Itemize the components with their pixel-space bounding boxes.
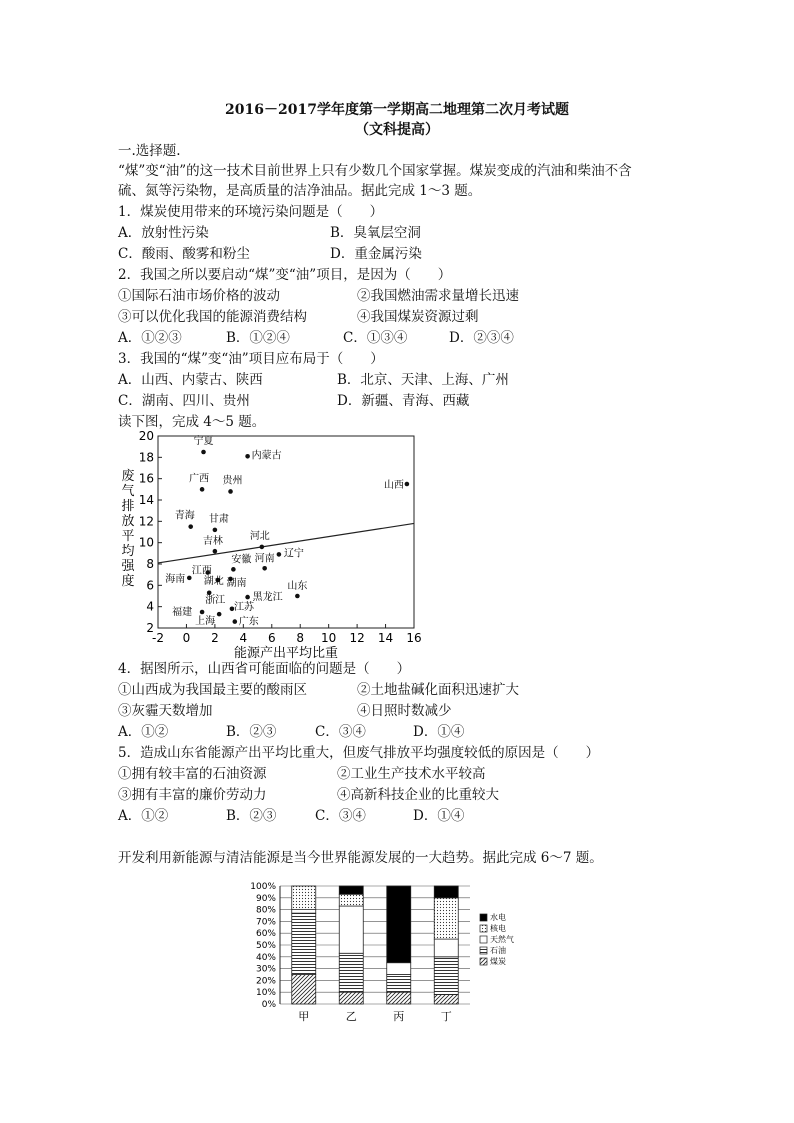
scatter-chart [116, 430, 426, 660]
scatter-point-label: 甘肃 [208, 513, 229, 525]
scatter-point [228, 489, 233, 494]
scatter-point [277, 552, 282, 557]
scatter-point-label: 辽宁 [283, 548, 304, 560]
bar-segment [434, 898, 458, 939]
scatter-y-axis-label: 废气排放平均强度 [121, 469, 135, 589]
bar-y-tick-label: 90% [255, 893, 276, 904]
q4-stem: 4．据图所示，山西省可能面临的问题是（ ） [118, 661, 411, 677]
page-title: 2016－2017学年度第一学期高二地理第二次月考试题 [225, 102, 569, 118]
bar-y-tick-label: 70% [255, 917, 276, 928]
bar-y-tick-label: 60% [255, 929, 276, 940]
scatter-point-label: 青海 [174, 510, 195, 522]
scatter-point-label: 海南 [165, 573, 186, 585]
bar-segment [339, 992, 363, 1004]
scatter-point [260, 545, 265, 550]
bar-category-label: 乙 [345, 1010, 357, 1023]
scatter-point-label: 浙江 [205, 594, 226, 606]
bar-segment [339, 886, 363, 894]
bar-y-tick-label: 10% [255, 988, 276, 999]
q4-option-d: D．①④ [413, 724, 465, 740]
scatter-point [213, 549, 218, 554]
q5-option-b: B．②③ [226, 808, 277, 824]
scatter-point-label: 内蒙古 [251, 450, 282, 462]
scatter-point [201, 450, 206, 455]
scatter-y-tick-label: 2 [146, 621, 154, 635]
bar-legend-swatch [480, 947, 487, 954]
bar-legend-label: 煤炭 [490, 957, 506, 966]
bar-legend-swatch [480, 914, 487, 921]
scatter-x-tick-label: 12 [349, 631, 365, 645]
bar-segment [292, 975, 316, 1005]
bar-y-tick-label: 30% [255, 964, 276, 975]
bar-segment [387, 963, 411, 975]
q4-statement-2: ②土地盐碱化面积迅速扩大 [357, 682, 519, 698]
q5-option-c: C．③④ [315, 808, 366, 824]
scatter-y-tick-label: 16 [138, 471, 154, 486]
q3-option-c: C．湖南、四川、贵州 [118, 393, 250, 409]
scatter-point-label: 广西 [189, 473, 210, 485]
q5-statement-2: ②工业生产技术水平较高 [337, 766, 486, 782]
scatter-point-label: 河北 [249, 530, 270, 542]
bar-segment [292, 886, 316, 910]
scatter-plot-frame [158, 436, 414, 628]
scatter-y-tick-label: 8 [146, 557, 154, 571]
scatter-y-tick-label: 4 [146, 599, 154, 614]
passage2-text: 读下图，完成 4～5 题。 [118, 414, 266, 430]
q2-stem: 2．我国之所以要启动“煤”变“油”项目，是因为（ ） [118, 267, 452, 283]
bar-y-tick-label: 80% [255, 905, 276, 916]
q4-option-c: C．③④ [315, 724, 366, 740]
scatter-x-tick-label: 6 [267, 631, 276, 645]
q5-statement-3: ③拥有丰富的廉价劳动力 [118, 787, 267, 803]
passage1-line1: “煤”变“油”的这一技术目前世界上只有少数几个国家掌握。煤炭变成的汽油和柴油不含 [118, 163, 632, 179]
scatter-point [405, 482, 410, 487]
scatter-point-label: 江西 [191, 565, 212, 577]
bar-y-tick-label: 100% [250, 882, 276, 892]
scatter-point-label: 江苏 [233, 601, 254, 613]
bar-category-label: 丙 [393, 1010, 405, 1023]
bar-segment [387, 975, 411, 993]
scatter-point-label: 湖南 [226, 577, 247, 589]
q4-statement-4: ④日照时数减少 [357, 703, 452, 719]
scatter-y-tick-label: 14 [138, 493, 154, 507]
passage3-text: 开发利用新能源与清洁能源是当今世界能源发展的一大趋势。据此完成 6～7 题。 [118, 850, 603, 866]
bar-y-tick-label: 20% [255, 976, 276, 987]
q1-option-d: D．重金属污染 [330, 246, 422, 262]
bar-legend-label: 水电 [490, 913, 506, 922]
scatter-y-tick-label: 10 [138, 535, 154, 550]
bar-segment [387, 886, 411, 963]
bar-y-tick-label: 50% [255, 941, 276, 951]
q2-option-c: C．①③④ [343, 330, 408, 346]
scatter-point [187, 576, 192, 581]
bar-segment [339, 894, 363, 906]
q5-option-a: A．①② [118, 808, 169, 824]
scatter-point-label: 吉林 [202, 536, 223, 548]
bar-legend-swatch [480, 936, 487, 943]
scatter-x-tick-label: 8 [296, 631, 305, 645]
bar-category-label: 甲 [298, 1010, 310, 1023]
scatter-point [200, 610, 205, 615]
bar-legend-swatch [480, 958, 487, 965]
bar-segment [339, 906, 363, 953]
scatter-point [231, 567, 236, 572]
q4-statement-1: ①山西成为我国最主要的酸雨区 [118, 682, 307, 698]
scatter-point-label: 安徽 [231, 554, 252, 566]
bar-segment [292, 910, 316, 914]
scatter-point [245, 454, 250, 459]
scatter-point [213, 528, 218, 533]
scatter-x-axis-label: 能源产出平均比重 [233, 646, 339, 660]
q3-option-d: D．新疆、青海、西藏 [337, 393, 470, 409]
bar-segment [434, 995, 458, 1004]
scatter-point-label: 广东 [238, 616, 259, 628]
q2-statement-1: ①国际石油市场价格的波动 [118, 288, 280, 304]
bar-segment [339, 953, 363, 992]
q4-option-a: A．①② [118, 724, 169, 740]
scatter-point [233, 619, 238, 624]
q2-option-d: D．②③④ [449, 330, 514, 346]
passage1-line2: 硫、氮等污染物，是高质量的洁净油品。据此完成 1～3 题。 [118, 183, 482, 199]
scatter-y-tick-label: 6 [146, 578, 154, 593]
bar-segment [434, 886, 458, 898]
scatter-x-tick-label: 16 [406, 631, 422, 645]
bar-legend-label: 石油 [490, 946, 506, 955]
q2-option-a: A．①②③ [118, 330, 182, 346]
q2-statement-2: ②我国燃油需求量增长迅速 [357, 288, 519, 304]
scatter-point [217, 612, 222, 617]
bar-segment [434, 957, 458, 995]
q3-option-b: B．北京、天津、上海、广州 [337, 372, 509, 388]
scatter-point-label: 福建 [172, 607, 193, 618]
bar-y-tick-label: 0% [261, 1000, 276, 1010]
section-label: 一.选择题. [118, 143, 181, 159]
scatter-point [262, 566, 267, 571]
q4-statement-3: ③灰霾天数增加 [118, 703, 213, 719]
bar-segment [434, 939, 458, 957]
scatter-x-tick-label: 2 [211, 631, 219, 645]
q1-option-a: A．放射性污染 [118, 225, 209, 241]
q1-stem: 1．煤炭使用带来的环境污染问题是（ ） [118, 204, 384, 220]
scatter-point-label: 宁夏 [193, 436, 214, 447]
bar-segment [292, 913, 316, 974]
scatter-point-label: 河南 [254, 553, 275, 565]
scatter-point-label: 贵州 [222, 475, 243, 487]
q5-statement-4: ④高新科技企业的比重较大 [337, 787, 499, 803]
q2-statement-4: ④我国煤炭资源过剩 [357, 309, 479, 325]
scatter-x-tick-label: 14 [377, 631, 394, 645]
scatter-x-tick-label: 0 [182, 631, 191, 645]
scatter-point-label: 上海 [195, 616, 216, 628]
bar-segment [387, 992, 411, 1004]
scatter-point-label: 湖北 [203, 576, 224, 587]
scatter-y-tick-label: 12 [138, 514, 154, 529]
scatter-point-label: 山西 [383, 480, 404, 491]
scatter-y-tick-label: 18 [138, 450, 154, 465]
scatter-x-tick-label: 10 [321, 631, 337, 645]
scatter-x-tick-label: 4 [239, 631, 248, 645]
scatter-y-tick-label: 20 [138, 430, 154, 443]
scatter-point [200, 487, 205, 492]
scatter-point [295, 594, 300, 599]
q2-option-b: B．①②④ [226, 330, 290, 346]
bar-legend-label: 核电 [490, 924, 506, 933]
q1-option-b: B．臭氧层空洞 [330, 225, 421, 241]
q5-statement-1: ①拥有较丰富的石油资源 [118, 766, 267, 782]
bar-legend-swatch [480, 925, 487, 932]
q3-stem: 3．我国的“煤”变“油”项目应布局于（ ） [118, 351, 384, 367]
bar-category-label: 丁 [440, 1010, 452, 1023]
scatter-point-label: 山东 [287, 581, 308, 592]
scatter-point [188, 524, 193, 529]
bar-legend-label: 天然气 [490, 935, 514, 944]
q5-stem: 5．造成山东省能源产出平均比重大，但废气排放平均强度较低的原因是（ ） [118, 745, 600, 761]
q2-statement-3: ③可以优化我国的能源消费结构 [118, 309, 307, 325]
scatter-x-tick-label: -2 [152, 631, 164, 645]
q1-option-c: C．酸雨、酸雾和粉尘 [118, 246, 250, 262]
page-subtitle: （文科提高） [355, 122, 439, 138]
scatter-point [245, 595, 250, 600]
q5-option-d: D．①④ [413, 808, 465, 824]
bar-y-tick-label: 40% [255, 952, 276, 963]
q3-option-a: A．山西、内蒙古、陕西 [118, 372, 263, 388]
scatter-point-label: 黑龙江 [252, 592, 283, 604]
stacked-bar-chart [244, 876, 544, 1026]
q4-option-b: B．②③ [226, 724, 277, 740]
